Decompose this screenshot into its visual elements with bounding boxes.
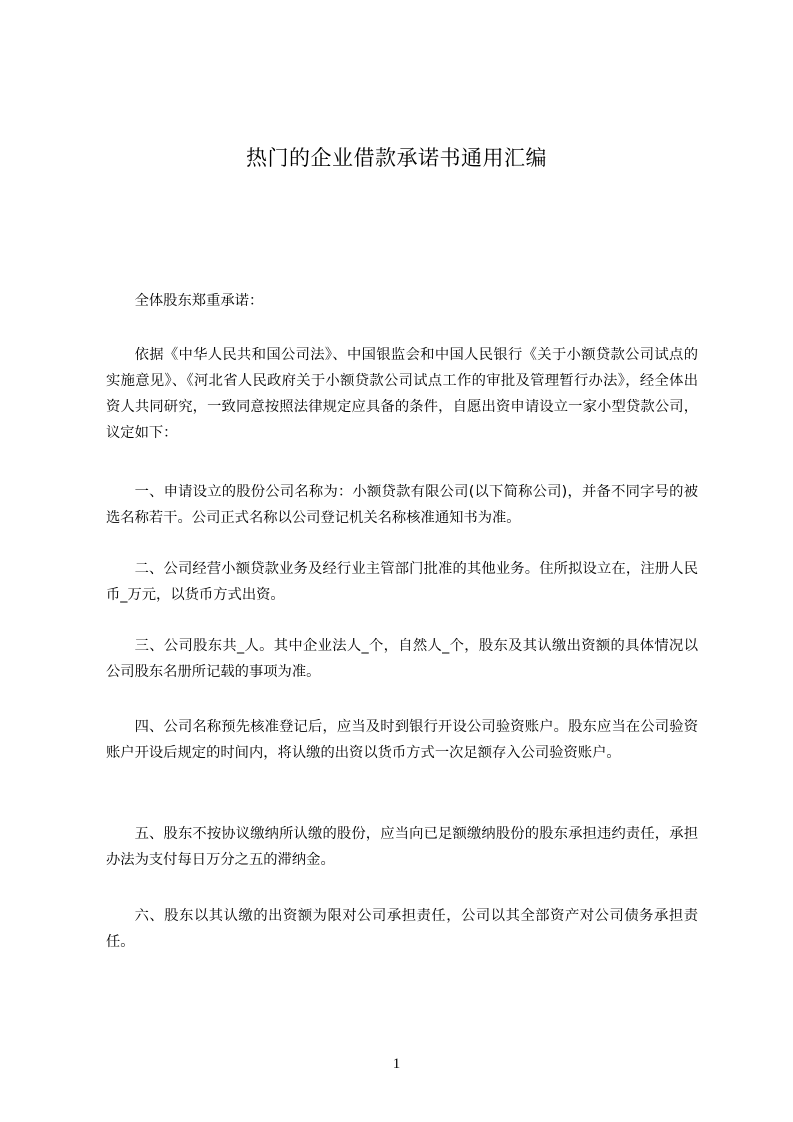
greeting: 全体股东郑重承诺： [134,293,264,309]
page-number: 1 [392,1056,401,1072]
paragraph-default-liability: 五、股东不按协议缴纳所认缴的股份，应当向已足额缴纳股份的股东承担违约责任，承担办法为支付每日万分之五的滞纳金。 [106,826,698,868]
paragraph-verification-account: 四、公司名称预先核准登记后，应当及时到银行开设公司验资账户。股东应当在公司验资账户开设后规定的时间内，将认缴的出资以货币方式一次足额存入公司验资账户。 [106,719,698,761]
paragraph-business-scope: 二、公司经营小额贷款业务及经行业主管部门批准的其他业务。住所拟设立在，注册人民币_万元，以货币方式出资。 [106,561,698,603]
paragraph-company-name: 一、申请设立的股份公司名称为：小额贷款有限公司(以下简称公司)，并备不同字号的被选名称若干。公司正式名称以公司登记机关名称核准通知书为准。 [106,484,698,526]
paragraph-shareholders: 三、公司股东共_人。其中企业法人_个，自然人_个，股东及其认缴出资额的具体情况以公司股东名册所记载的事项为准。 [106,638,698,680]
paragraph-basis: 依据《中华人民共和国公司法》、中国银监会和中国人民银行《关于小额贷款公司试点的实施意见》、《河北省人民政府关于小额贷款公司试点工作的审批及管理暂行办法》，经全体出资人共同研究，一致同意按照法律规定应具备的条件，自愿出资申请设立一家小型贷款公司，议定如下： [106,347,698,441]
document-title: 热门的企业借款承诺书通用汇编 [246,146,547,170]
paragraph-limited-liability: 六、股东以其认缴的出资额为限对公司承担责任，公司以其全部资产对公司债务承担责任。 [106,908,698,950]
